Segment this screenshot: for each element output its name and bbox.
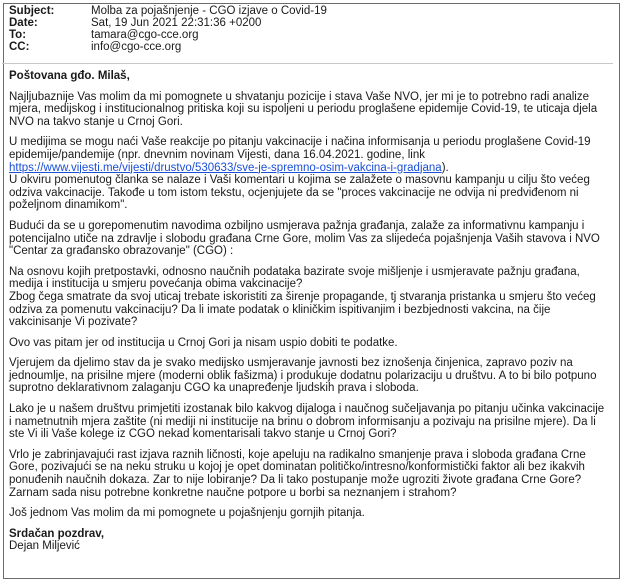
paragraph-media-end: ). bbox=[441, 161, 449, 174]
to-address[interactable]: tamara@cgo-cce.org bbox=[91, 29, 199, 41]
to-row bbox=[9, 29, 609, 41]
date-label: Date: bbox=[9, 17, 38, 29]
greeting: Poštovana gđo. Milaš, bbox=[9, 70, 130, 82]
paragraph-intro: Najljubaznije Vas molim da mi pomognete u shvatanju pozicije i stava Vaše NVO, jer mi je to potrebno radi analize mjera, medijskog i institucionalnog pritiska koji su ispoljeni u periodu proglašene epidemije Covid-19, te uticaja djela NVO na takvo stanje u Crnoj Gori. bbox=[9, 90, 598, 128]
subject-row bbox=[9, 5, 609, 17]
paragraph-closing-request: Još jednom Vas molim da mi pomognete u pojašnjenju gornjih pitanja. bbox=[9, 507, 365, 520]
paragraph-media-steering: Vjerujem da djelimo stav da je svako medijsko usmjeravanje javnosti bez iznošenja činjenica, zapravo poziv na jednoumlje, na prisilne mjere (moderni oblik fašizma) i produkuje dodatnu polarizaciju u društvu. A to bi bilo potpuno suprotno deklarativnom zalaganju CGO ka unapređenje ljudskih prava i sloboda. bbox=[9, 357, 597, 395]
paragraph-media-text: U medijima se mogu naći Vaše reakcije po pitanju vakcinacije i načina informisanja u periodu proglašene Covid-19 epidemije/pandemije (npr. dnevnim novinam Vijesti, dana 16.04.2021. godine, link bbox=[9, 136, 591, 161]
to-label: To: bbox=[9, 29, 27, 41]
paragraph-institutions: Ovo vas pitam jer od institucija u Crnoj Gori ja nisam uspio dobiti te podatke. bbox=[9, 336, 398, 349]
email-header bbox=[9, 5, 609, 53]
subject-value: Molba za pojašnjenje - CGO izjave o Covid-19 bbox=[91, 5, 327, 17]
paragraph-dialogue: Lako je u našem društvu primjetiti izostanak bilo kakvog dijaloga i naučnog sučeljavanja po pitanju učinka vakcinacije i nametnutnih mjera zaštite (ni mediji ni institucije na brinu o dobrom informisanju a pozivaju na prisilne mjere). Da li ste Vi ili Vaše kolege iz CGO nekad komentarisali takvo stanje u Crnoj Gori? bbox=[9, 403, 605, 441]
cc-address[interactable]: info@cgo-cce.org bbox=[91, 41, 182, 53]
paragraph-concern: Vrlo je zabrinjavajući rast izjava raznih ličnosti, koje apeluju na radikalno smanjenje prava i sloboda građana Crne Gore, pozivajući se na neku struku u kojoj je opet dominatan političko/intresno/konformistički faktor ali bez ikakvih ponuđenih naučnih dokaza. Zar to nije lobiranje? Da li tako postupanje može ugroziti živote građana Crne Gore? Zarnam sada nisu potrebne konkretne naučne potpore u borbi sa neznanjem i strahom? bbox=[9, 448, 586, 499]
header-divider bbox=[2, 63, 613, 64]
paragraph-media-reference bbox=[9, 136, 609, 174]
cc-row bbox=[9, 41, 609, 53]
subject-label: Subject: bbox=[9, 5, 55, 17]
date-value: Sat, 19 Jun 2021 22:31:36 +0200 bbox=[91, 17, 262, 29]
question-scientific-basis: Na osnovu kojih pretpostavki, odnosno naučnih podataka bazirate svoje mišljenje i usmjeravate pažnju građana, medija i institucija u smjeru povećanja obima vakcinacije? bbox=[9, 265, 580, 291]
question-propaganda: Zbog čega smatrate da svoj uticaj trebate iskoristiti za širenje propagande, tj stvaranja pristanka u smjeru što većeg odziva za pomenutu vakcinaciju? Da li imate podatak o kliničkim ispitivanjim i bezbjednosti vakcina, na čije vakcinisanje Vi pozivate? bbox=[9, 290, 596, 329]
article-link[interactable]: https://www.vijesti.me/vijesti/drustvo/530633/sve-je-spremno-osim-vakcina-i-gradjana bbox=[9, 161, 442, 174]
paragraph-request: Budući da se u gorepomenutim navodima ozbiljno usmjerava pažnja građanja, zalaže za informativnu kampanju i potencijalno utiče na zdravlje i slobodu građana Crne Gore, molim Vas za slijedeća pojašnjenja Vaših stavova i NVO "Centar za građansko obrazovanje" (CGO) : bbox=[9, 219, 600, 258]
paragraph-article-comments: U okviru pomenutog članka se nalaze i Vaši komentari u kojima se zalažete o masovnu kampanju u cilju što većeg odziva vakcinacije. Takođe u tom istom tekstu, ocjenjujete da se "proces vakcinacije ne odvija ni predviđenom ni poželjnom dinamikom". bbox=[9, 174, 590, 212]
date-row bbox=[9, 17, 609, 29]
email-body bbox=[9, 70, 609, 553]
closing-salutation: Srdačan pozdrav, bbox=[9, 527, 105, 540]
signature-name: Dejan Miljević bbox=[9, 540, 80, 553]
cc-label: CC: bbox=[9, 41, 30, 53]
